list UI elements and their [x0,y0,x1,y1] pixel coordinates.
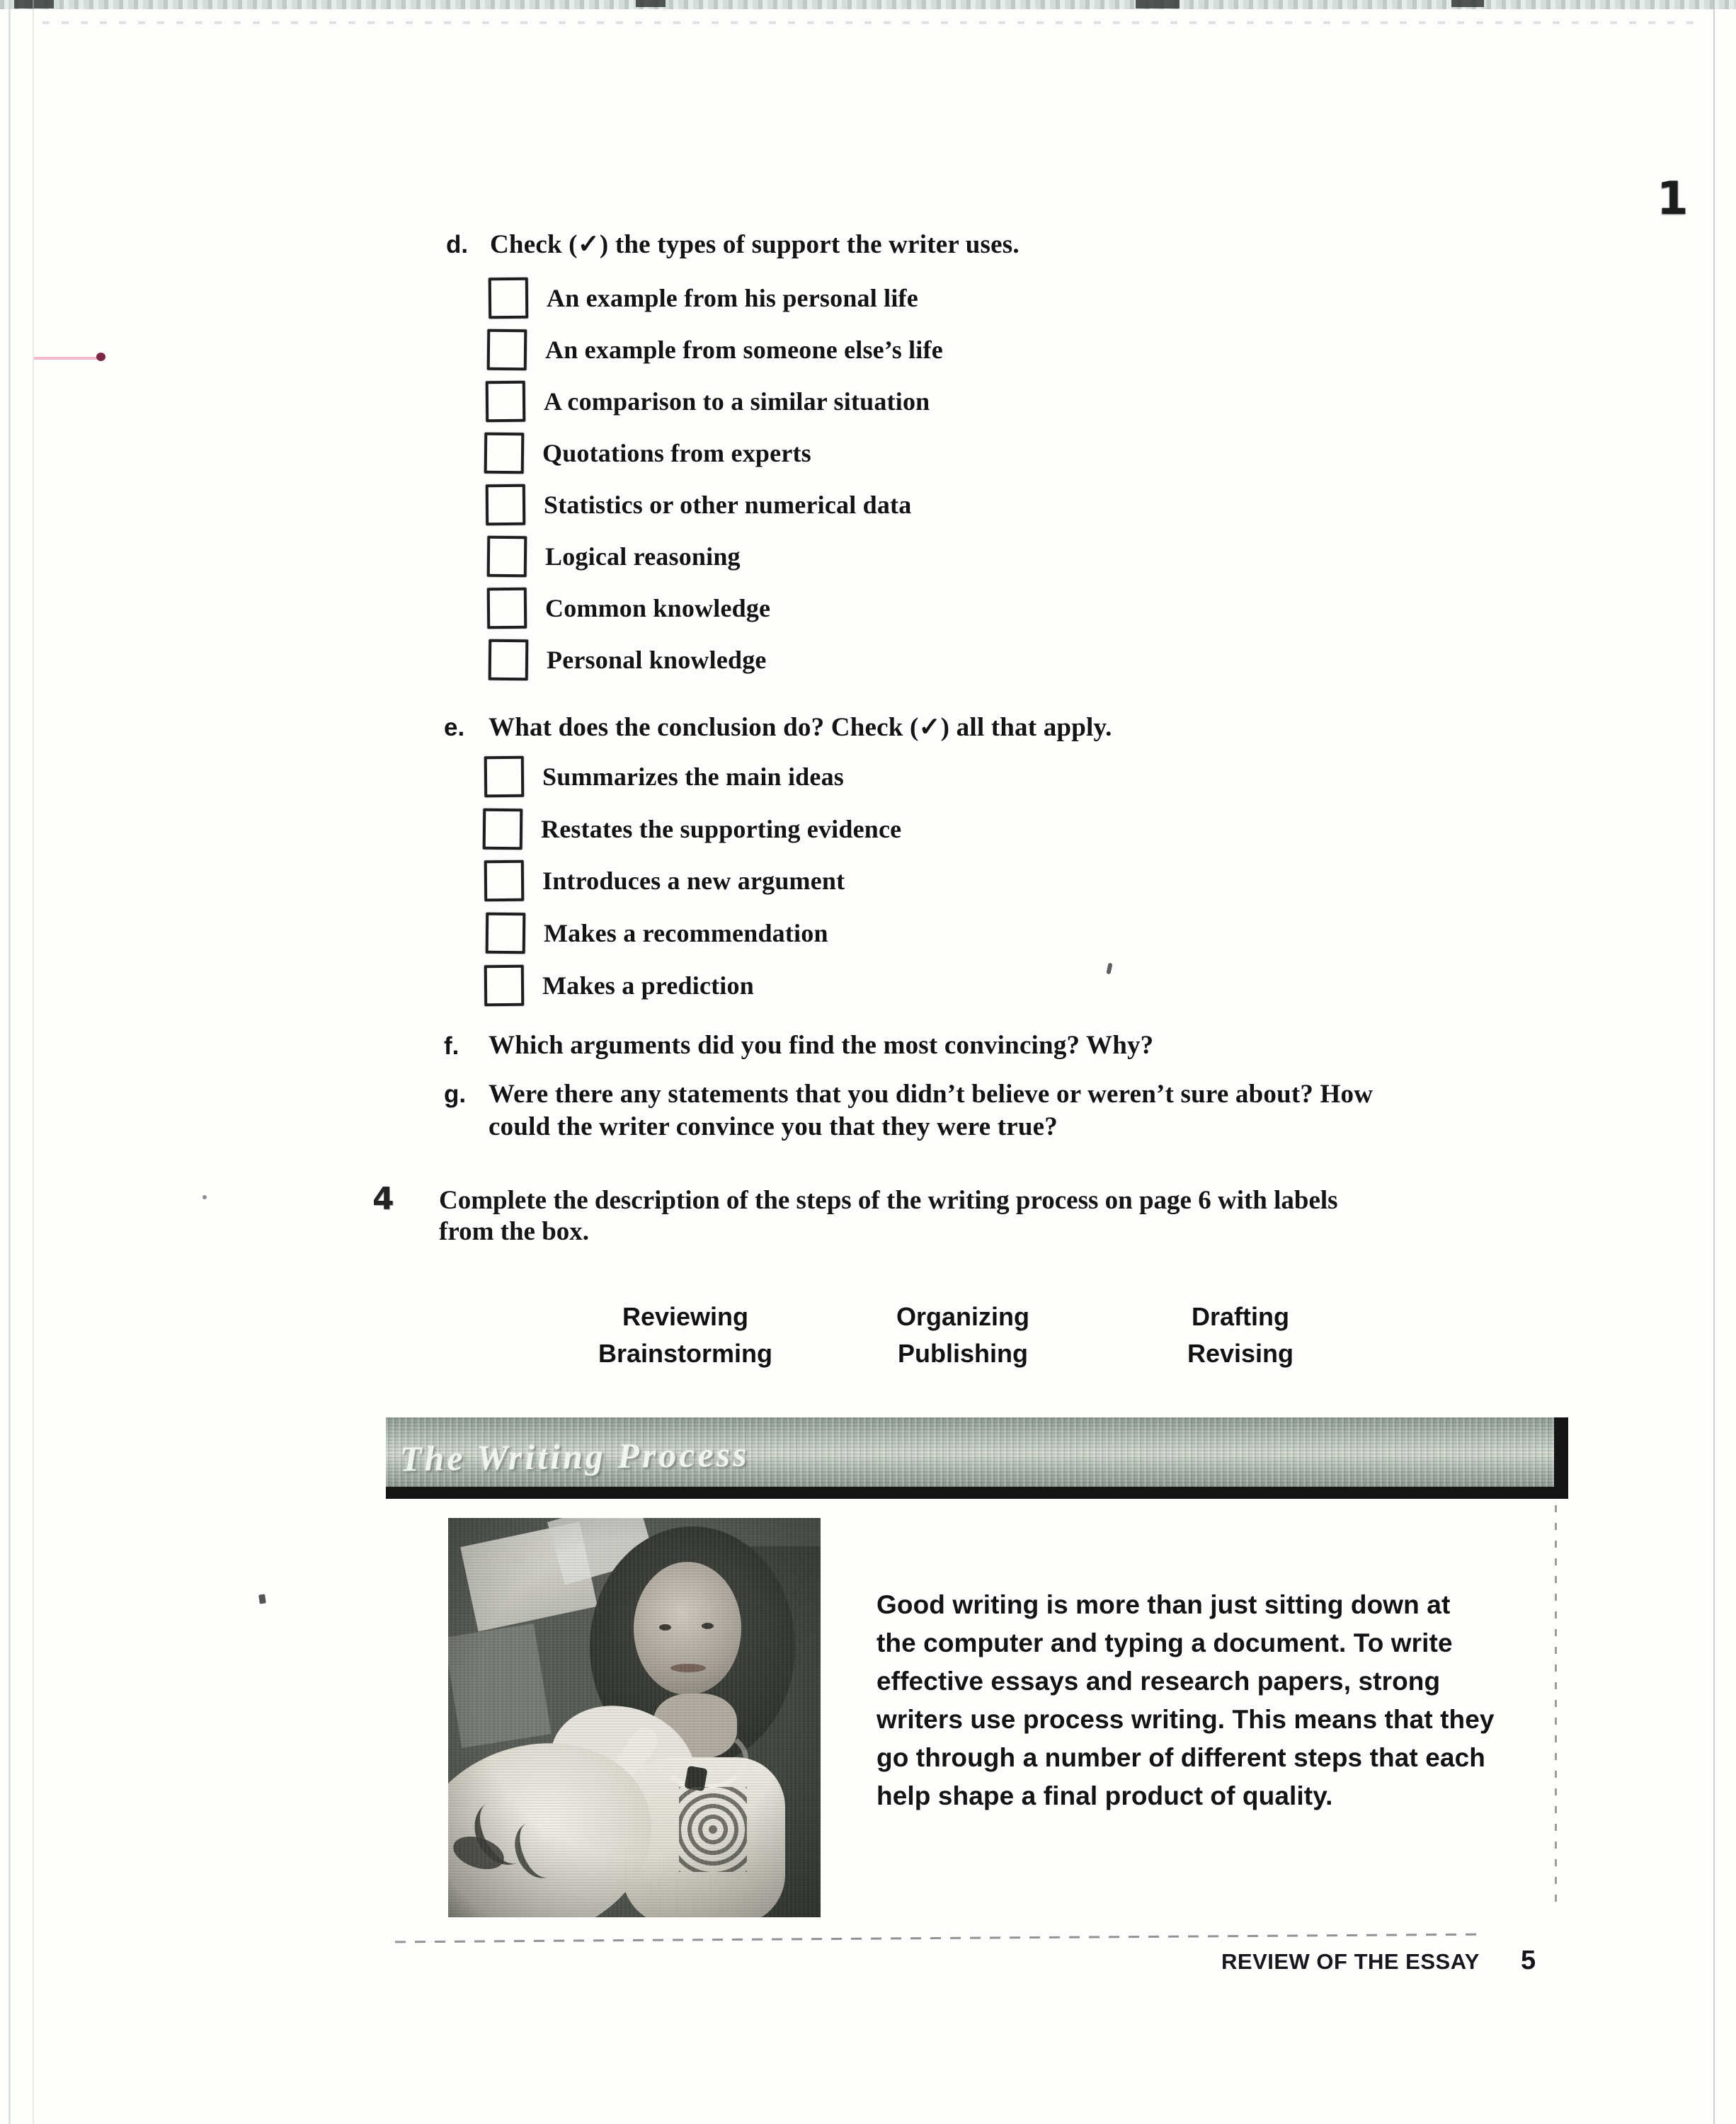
question-g-prompt [489,1078,1373,1143]
question-e-prompt: What does the conclusion do? Check (✓) all that apply. [489,713,1112,742]
checkbox[interactable] [486,484,526,525]
ink-speck [258,1594,266,1604]
checkbox[interactable] [487,536,527,578]
checklist-d-row [486,484,911,525]
checkbox-label: A comparison to a similar situation [544,387,930,416]
unit-number: 1 [1657,173,1689,225]
paragraph-line: help shape a final product of quality. [876,1781,1333,1810]
dashed-vertical-rule [1555,1505,1557,1912]
checkbox[interactable] [484,756,525,797]
paragraph-line: effective essays and research papers, strong [876,1667,1441,1696]
paragraph-line: the computer and typing a document. To write [876,1628,1453,1657]
word-box-column [558,1298,813,1372]
exercise-4-number: 4 [372,1181,394,1217]
word-box [496,1298,1416,1376]
ink-speck [1106,963,1112,975]
pink-pen-mark [34,357,101,360]
scan-mark [636,0,666,7]
checkbox[interactable] [486,913,526,954]
checkbox[interactable] [484,965,525,1006]
checkbox-label: Statistics or other numerical data [544,491,912,519]
exercise-4-line1: Complete the description of the steps of the writing process on page 6 with labels [439,1186,1338,1215]
question-f-prompt: Which arguments did you find the most convincing? Why? [489,1031,1154,1060]
question-g-line1: Were there any statements that you didn’t believe or weren’t sure about? How [489,1080,1374,1109]
checkbox[interactable] [486,381,526,422]
checklist-d-row [484,433,811,474]
ink-speck [202,1195,207,1199]
checkbox-label: Quotations from experts [542,439,811,467]
checkbox-label: Logical reasoning [545,542,741,571]
question-d-letter: d. [446,231,469,258]
scan-mark [1451,0,1484,7]
word-box-item: Reviewing [622,1302,749,1331]
checklist-e-row [484,965,754,1006]
dashed-horizontal-rule [395,1934,1482,1943]
footer-page-number: 5 [1521,1946,1536,1975]
scan-mark [1136,0,1180,8]
checkbox-label: Makes a recommendation [544,919,828,947]
student-photo [448,1518,821,1917]
checkbox-label: Personal knowledge [547,646,767,674]
checkbox[interactable] [487,588,527,629]
reading-paragraph [876,1586,1495,1815]
scan-mark [14,0,54,8]
question-f-letter: f. [444,1032,459,1060]
scan-top-dotted-line [42,21,1699,24]
checkbox-label: An example from his personal life [547,284,918,312]
word-box-item: Publishing [898,1339,1028,1368]
checkbox-label: Makes a prediction [542,971,754,1000]
question-d-prompt: Check (✓) the types of support the writer uses. [490,230,1020,259]
word-box-item: Organizing [896,1302,1029,1331]
checkbox[interactable] [484,860,525,901]
checkbox-label: Summarizes the main ideas [542,763,844,791]
checkbox-label: Common knowledge [545,594,771,622]
checklist-d-row [486,381,930,422]
checklist-e-row [484,756,844,797]
checkbox-label: An example from someone else’s life [545,336,943,364]
question-e-letter: e. [444,714,465,741]
checklist-d-row [487,536,741,577]
checklist-d-row [489,278,918,319]
checkbox[interactable] [489,278,529,319]
checkbox[interactable] [484,433,525,474]
checkbox[interactable] [483,809,523,850]
word-box-item: Drafting [1192,1302,1289,1331]
question-g-letter: g. [444,1080,467,1108]
reading-banner-title: The Writing Process [399,1434,750,1479]
reading-banner [386,1417,1568,1499]
exercise-4-instruction [439,1185,1338,1247]
paragraph-line: writers use process writing. This means that they [876,1705,1495,1734]
checklist-e-row [483,809,901,850]
word-box-item: Brainstorming [598,1339,773,1368]
checklist-e-row [484,860,845,901]
question-g-line2: could the writer convince you that they were true? [489,1112,1058,1141]
checklist-d-row [489,639,767,680]
checklist-d-row [487,588,770,629]
pink-pen-dot [96,353,105,361]
scan-right-edge-line [1713,0,1715,2124]
paragraph-line: go through a number of different steps that each [876,1743,1485,1772]
checkbox[interactable] [489,639,529,681]
word-box-item: Revising [1187,1339,1294,1368]
word-box-column [835,1298,1090,1372]
scan-left-edge-line [33,0,34,2124]
footer-section-title: REVIEW OF THE ESSAY [1221,1949,1480,1974]
checkbox[interactable] [487,329,527,371]
checkbox-label: Restates the supporting evidence [541,815,902,843]
word-box-column [1113,1298,1368,1372]
checkbox-label: Introduces a new argument [542,867,845,895]
checklist-d-row [487,329,943,370]
scan-left-edge-line [8,0,11,2124]
exercise-4-line2: from the box. [439,1217,590,1246]
paragraph-line: Good writing is more than just sitting down at [876,1590,1451,1619]
checklist-e-row [486,913,828,954]
